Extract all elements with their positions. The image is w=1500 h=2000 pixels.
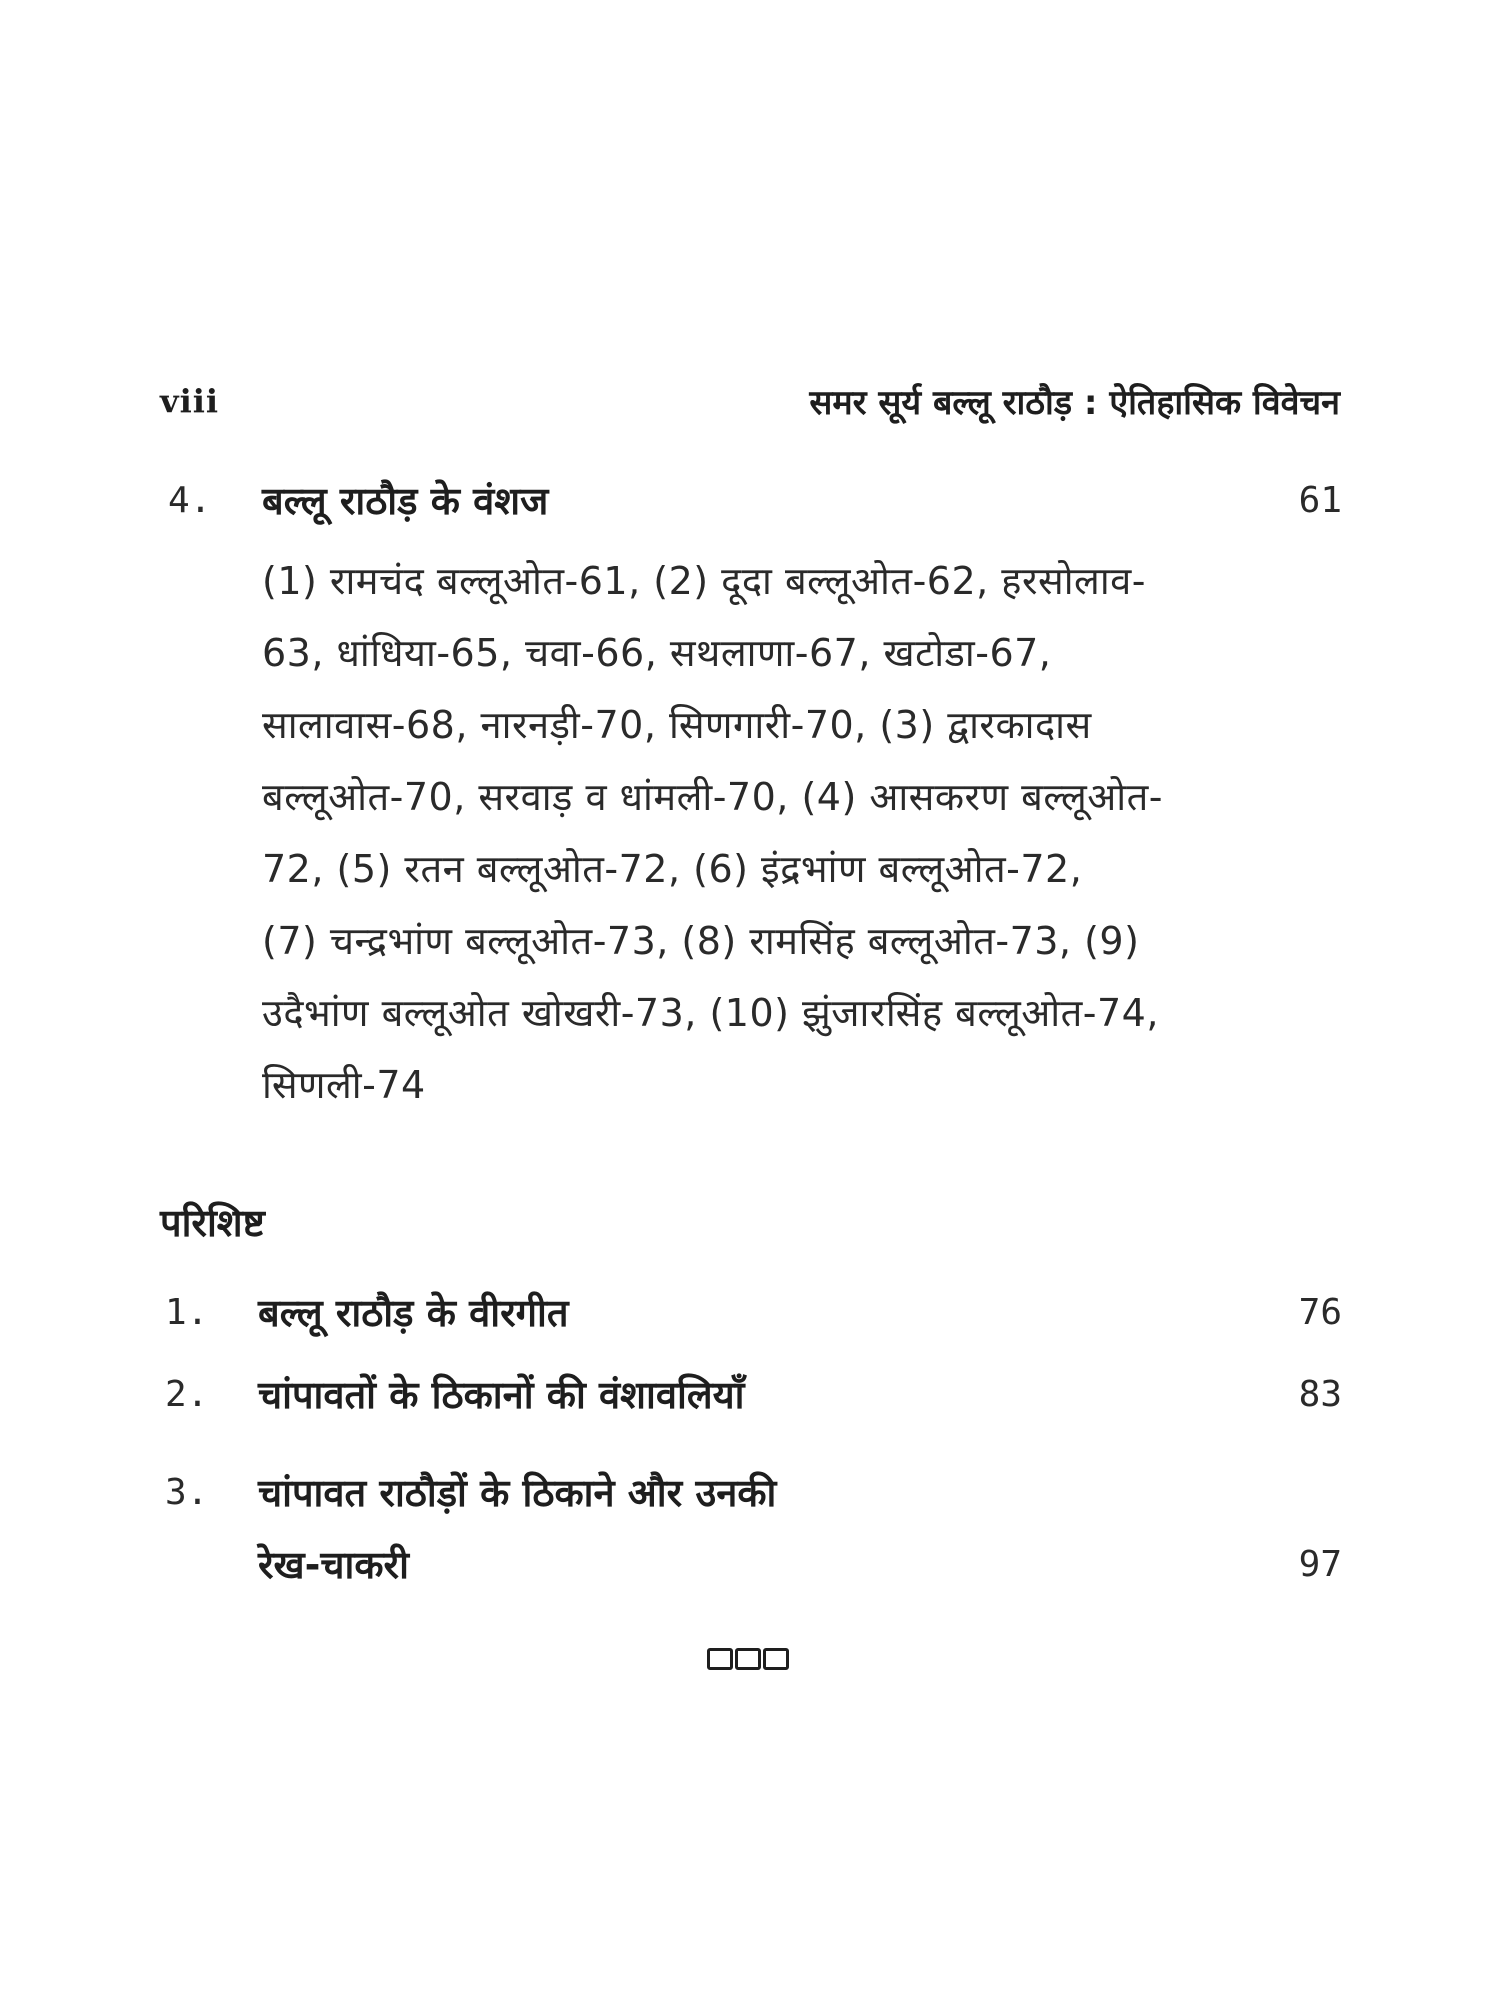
appendix-item-number: 3. (165, 1472, 209, 1513)
toc-entry-number: 4. (168, 480, 212, 521)
end-of-section-ornament (707, 1648, 789, 1670)
subentry-line: (1) रामचंद बल्लूओत-61, (2) दूदा बल्लूओत-62, हरसोलाव- (262, 559, 1146, 603)
appendix-item-number: 1. (165, 1292, 209, 1333)
subentry-line: (7) चन्द्रभांण बल्लूओत-73, (8) रामसिंह बल्लूओत-73, (9) (262, 919, 1140, 963)
running-title: समर सूर्य बल्लू राठौड़ : ऐतिहासिक विवेचन (809, 383, 1340, 423)
subentry-line: सिणली-74 (262, 1063, 426, 1107)
subentry-line: 63, धांधिया-65, चवा-66, सथलाणा-67, खटोडा-67, (262, 631, 1052, 675)
appendix-item-number: 2. (165, 1374, 209, 1415)
ornament-box (763, 1648, 789, 1670)
appendix-heading: परिशिष्ट (160, 1201, 265, 1245)
ornament-box (707, 1648, 733, 1670)
subentry-line: उदैभांण बल्लूओत खोखरी-73, (10) झुंजारसिंह बल्लूओत-74, (262, 991, 1159, 1035)
toc-entry-page: 61 (1298, 480, 1342, 521)
subentry-line: सालावास-68, नारनड़ी-70, सिणगारी-70, (3) द्वारकादास (262, 703, 1092, 747)
toc-subentries (262, 545, 1282, 1121)
subentry-line: 72, (5) रतन बल्लूओत-72, (6) इंद्रभांण बल्लूओत-72, (262, 847, 1083, 891)
page-number: viii (160, 382, 220, 420)
appendix-item-page: 83 (1298, 1374, 1342, 1415)
appendix-item-title: चांपावत राठौड़ों के ठिकाने और उनकी (258, 1471, 777, 1515)
ornament-box (735, 1648, 761, 1670)
appendix-item-title: बल्लू राठौड़ के वीरगीत (258, 1291, 569, 1335)
subentry-line: बल्लूओत-70, सरवाड़ व धांमली-70, (4) आसकरण बल्लूओत- (262, 775, 1163, 819)
toc-entry-title: बल्लू राठौड़ के वंशज (262, 479, 549, 523)
appendix-item-title-continued: रेख-चाकरी (258, 1543, 409, 1587)
appendix-item-page: 76 (1298, 1292, 1342, 1333)
appendix-item-page: 97 (1298, 1544, 1342, 1585)
appendix-item-title: चांपावतों के ठिकानों की वंशावलियाँ (258, 1373, 745, 1417)
